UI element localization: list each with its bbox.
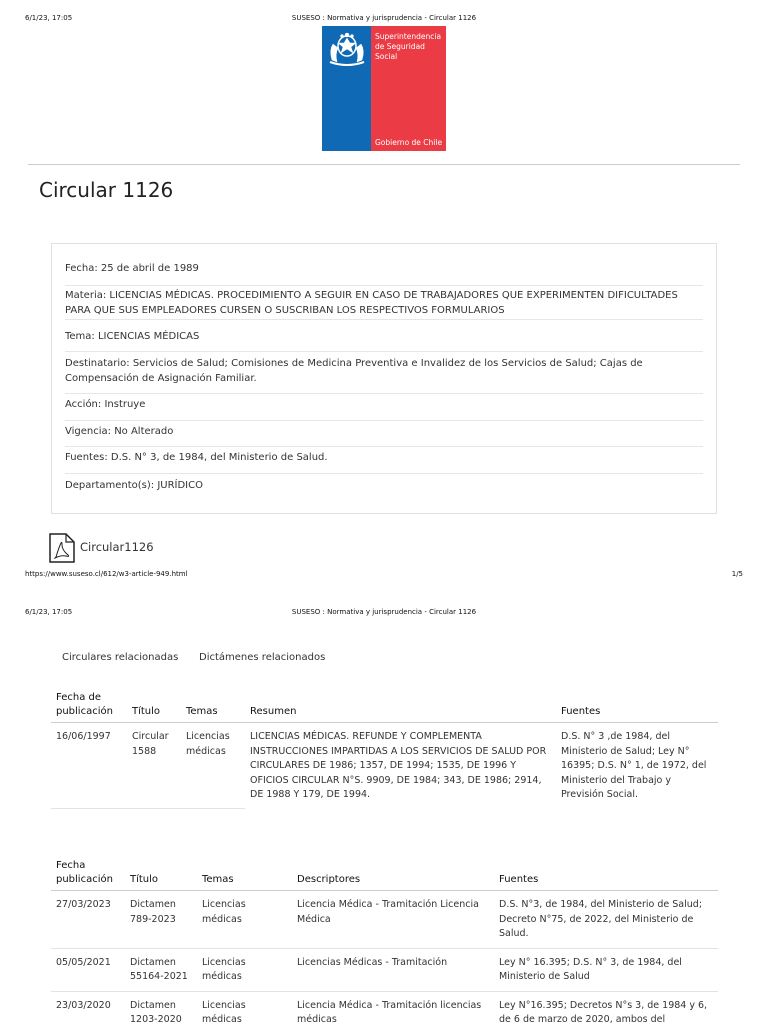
cell-fuentes: Ley N°16.395; Decretos N°s 3, de 1984 y 6, de 6 de marzo de 2020, ambos del (494, 991, 718, 1024)
print-header-page-2 (0, 608, 768, 622)
column-header: Fecha de publicación (51, 688, 127, 723)
table-row[interactable] (51, 991, 718, 1024)
info-fecha: Fecha: 25 de abril de 1989 (65, 261, 703, 286)
tab-dictamenes-relacionados[interactable]: Dictámenes relacionados (199, 652, 326, 663)
cell-titulo[interactable]: Dictamen 1203-2020 (125, 991, 197, 1024)
suseso-logo[interactable] (322, 26, 446, 151)
column-header: Fuentes (494, 856, 718, 891)
column-header: Temas (181, 688, 245, 723)
column-header: Título (127, 688, 181, 723)
info-accion: Acción: Instruye (65, 397, 703, 421)
logo-line-2: de Seguridad (375, 42, 425, 51)
cell-fuentes: D.S. N° 3 ,de 1984, del Ministerio de Salud; Ley N° 16395; D.S. N° 1, de 1972, del Ministerio del Trabajo y Previsión Social. (561, 731, 707, 800)
header-divider (28, 164, 740, 165)
cell-fecha: 16/06/1997 (51, 723, 127, 809)
logo-line-1: Superintendencia (375, 32, 442, 41)
print-doc-title: SUSESO : Normativa y jurisprudencia - Circular 1126 (291, 608, 477, 616)
cell-titulo[interactable]: Dictamen 789-2023 (125, 891, 197, 949)
cell-temas: Licencias médicas (197, 891, 292, 949)
info-fuentes: Fuentes: D.S. N° 3, de 1984, del Ministerio de Salud. (65, 450, 703, 474)
table-row[interactable] (51, 948, 718, 991)
column-header: Temas (197, 856, 292, 891)
page-title: Circular 1126 (39, 178, 174, 202)
tab-circulares-relacionadas[interactable]: Circulares relacionadas (62, 652, 179, 663)
print-datetime: 6/1/23, 17:05 (25, 14, 73, 22)
coat-of-arms-icon (325, 32, 369, 72)
circular-info-box (51, 243, 717, 514)
pdf-attachment-link[interactable]: Circular1126 (80, 540, 154, 554)
column-header: Resumen (245, 688, 556, 723)
print-footer (0, 570, 768, 584)
cell-descriptores: Licencias Médicas - Tramitación (292, 948, 494, 991)
column-header: Fecha publicación (51, 856, 125, 891)
cell-temas: Licencias médicas (197, 991, 292, 1024)
cell-fecha: 23/03/2020 (51, 991, 125, 1024)
print-url: https://www.suseso.cl/612/w3-article-949.html (25, 570, 188, 578)
cell-resumen: LICENCIAS MÉDICAS. REFUNDE Y COMPLEMENTA INSTRUCCIONES IMPARTIDAS A LOS SERVICIOS DE SALUD POR CIRCULARES DE 1986; 1357, DE 1994; 1535, DE 1996 Y OFICIOS CIRCULAR N°S. 9909, DE 1984; 343, DE 1986; 2914, DE 1988 Y 179, DE 1994. (250, 731, 547, 800)
dictamenes-wrapper (51, 848, 718, 1024)
pdf-icon[interactable] (49, 533, 75, 563)
cell-fuentes: Ley N° 16.395; D.S. N° 3, de 1984, del Ministerio de Salud (494, 948, 718, 991)
print-datetime: 6/1/23, 17:05 (25, 608, 73, 616)
cell-titulo[interactable]: Dictamen 55164-2021 (125, 948, 197, 991)
cell-fecha: 05/05/2021 (51, 948, 125, 991)
info-departamento: Departamento(s): JURÍDICO (65, 480, 203, 491)
table-header-row (51, 856, 718, 891)
logo-line-3: Social (375, 52, 398, 61)
table-header-row (51, 688, 718, 723)
info-tema: Tema: LICENCIAS MÉDICAS (65, 329, 703, 352)
logo-footer: Gobierno de Chile (375, 138, 443, 147)
circulares-table (51, 688, 718, 809)
info-vigencia: Vigencia: No Alterado (65, 424, 703, 447)
cell-fecha: 27/03/2023 (51, 891, 125, 949)
cell-temas: Licencias médicas (197, 948, 292, 991)
info-materia: Materia: LICENCIAS MÉDICAS. PROCEDIMIENTO A SEGUIR EN CASO DE TRABAJADORES QUE EXPERIMENTEN DIFICULTADES PARA QUE SUS EMPLEADORES CURSEN O SUSCRIBAN LOS RESPECTIVOS FORMULARIOS (65, 288, 703, 320)
table-row[interactable] (51, 891, 718, 949)
column-header: Título (125, 856, 197, 891)
cell-descriptores: Licencia Médica - Tramitación Licencia Médica (292, 891, 494, 949)
cell-temas: Licencias médicas (181, 723, 245, 809)
cell-titulo[interactable]: Circular 1588 (127, 723, 181, 809)
table-row[interactable] (51, 723, 718, 809)
column-header: Fuentes (556, 688, 718, 723)
dictamenes-table (51, 856, 718, 1024)
print-page-number: 1/5 (731, 570, 743, 578)
info-destinatario: Destinatario: Servicios de Salud; Comisiones de Medicina Preventiva e Invalidez de los Servicios de Salud; Cajas de Compensación de Asignación Familiar. (65, 356, 703, 394)
print-doc-title: SUSESO : Normativa y jurisprudencia - Circular 1126 (291, 14, 477, 22)
cell-descriptores: Licencia Médica - Tramitación licencias médicas (292, 991, 494, 1024)
cell-fuentes: D.S. N°3, de 1984, del Ministerio de Salud; Decreto N°75, de 2022, del Ministerio de Salud. (494, 891, 718, 949)
column-header: Descriptores (292, 856, 494, 891)
